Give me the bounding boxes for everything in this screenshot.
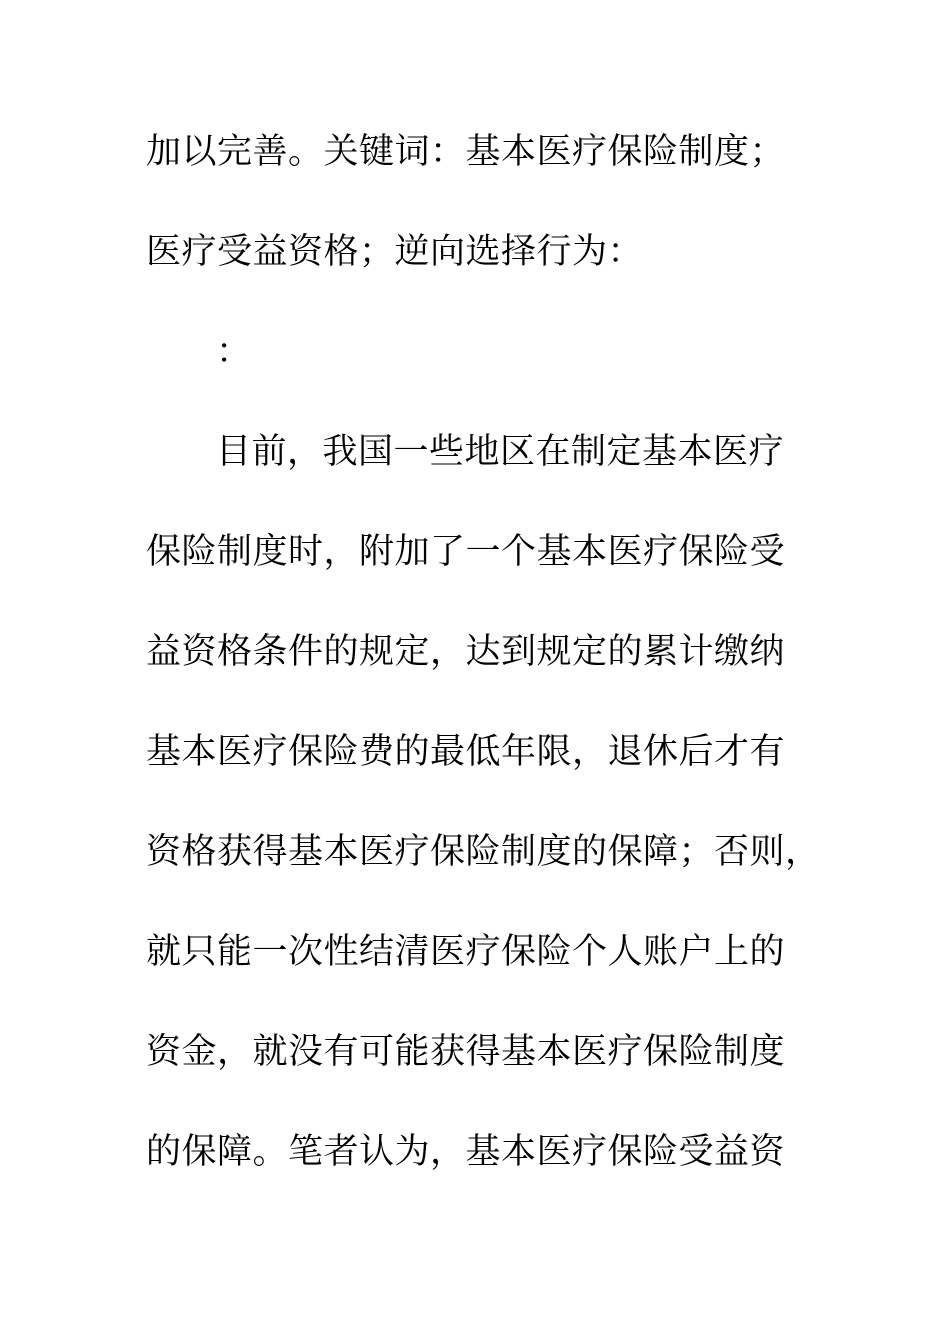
text-line-7: 基本医疗保险费的最低年限，退休后才有: [146, 732, 786, 772]
text-line-11: 的保障。笔者认为，基本医疗保险受益资: [146, 1132, 786, 1172]
text-line-1: 加以完善。关键词：基本医疗保险制度；: [146, 132, 786, 172]
ellipsis-line: ：: [216, 332, 252, 372]
text-line-9: 就只能一次性结清医疗保险个人账户上的: [146, 932, 786, 972]
text-line-8: 资格获得基本医疗保险制度的保障；否则，: [146, 832, 821, 872]
text-line-6: 益资格条件的规定，达到规定的累计缴纳: [146, 632, 786, 672]
text-line-10: 资金，就没有可能获得基本医疗保险制度: [146, 1032, 786, 1072]
paragraph-first-line: 目前，我国一些地区在制定基本医疗: [216, 432, 785, 472]
text-line-5: 保险制度时，附加了一个基本医疗保险受: [146, 532, 786, 572]
text-line-2: 医疗受益资格；逆向选择行为：: [146, 232, 644, 272]
